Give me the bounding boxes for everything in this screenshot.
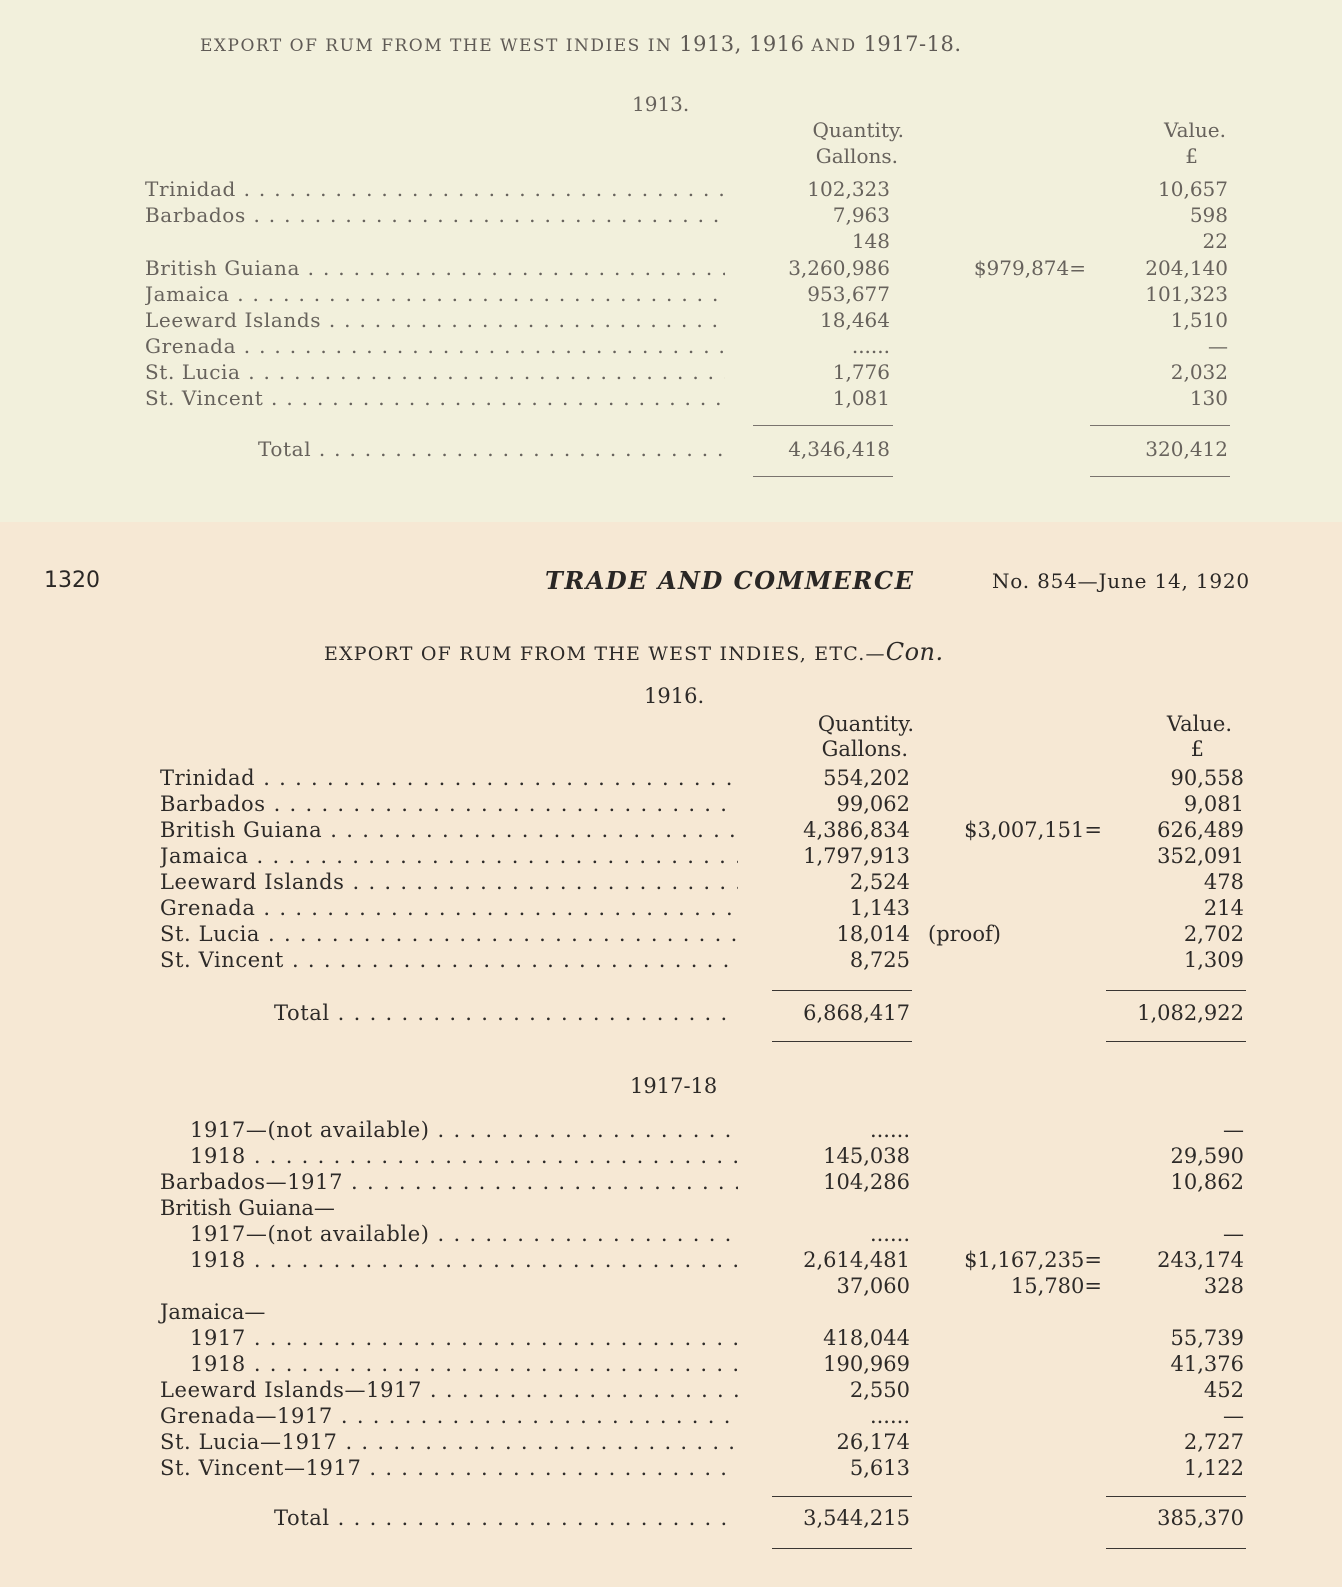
table-row-label: St. Vincent . . . bbox=[145, 386, 725, 410]
cell-quantity: 3,260,986 bbox=[788, 256, 890, 280]
cell-quantity: 1,797,913 bbox=[803, 844, 910, 868]
cell-note: (proof) bbox=[928, 922, 1001, 946]
cell-quantity: 1,776 bbox=[832, 360, 890, 384]
cell-value: 41,376 bbox=[1170, 1352, 1244, 1376]
cell-value: 1,309 bbox=[1183, 948, 1244, 972]
cell-quantity: ...... bbox=[869, 1118, 910, 1142]
table-row-label: Jamaica . . . bbox=[145, 282, 725, 306]
cell-value: 10,657 bbox=[1158, 177, 1228, 201]
table-row-label: Leeward Islands . . . bbox=[160, 870, 738, 894]
cell-quantity: ...... bbox=[851, 334, 890, 358]
cell-value: 55,739 bbox=[1170, 1326, 1244, 1350]
cell-quantity: ...... bbox=[869, 1404, 910, 1428]
year-heading-1917-18: 1917-18 bbox=[630, 1074, 718, 1098]
total-quantity: 3,544,215 bbox=[803, 1506, 910, 1530]
column-header-pound-1916: £ bbox=[1190, 737, 1204, 761]
table-row-label: British Guiana . . . bbox=[145, 256, 725, 280]
table-row-label: St. Vincent—1917 . . . bbox=[160, 1456, 738, 1480]
table-row-label: 1918 . . . bbox=[190, 1352, 738, 1376]
cell-quantity: 99,062 bbox=[836, 792, 910, 816]
cell-dollar-equivalent: $1,167,235= bbox=[964, 1248, 1102, 1272]
table-row-label: 1918 . . . bbox=[190, 1144, 738, 1168]
rule-total-quantity bbox=[753, 476, 893, 477]
cell-value: 101,323 bbox=[1145, 282, 1228, 306]
table-row-label: Leeward Islands—1917 . . . bbox=[160, 1378, 738, 1402]
rule-subtotal-quantity bbox=[772, 1496, 912, 1497]
cell-value: 1,122 bbox=[1183, 1456, 1244, 1480]
cell-value: — bbox=[1208, 334, 1228, 358]
rule-subtotal-value bbox=[1106, 1496, 1246, 1497]
cell-value: 352,091 bbox=[1157, 844, 1244, 868]
group-heading: British Guiana— bbox=[160, 1196, 335, 1220]
cell-value: 10,862 bbox=[1170, 1170, 1244, 1194]
cell-quantity: 7,963 bbox=[832, 203, 890, 227]
cell-quantity: 1,143 bbox=[849, 896, 910, 920]
column-header-gallons: Gallons. bbox=[815, 144, 898, 168]
total-value: 1,082,922 bbox=[1137, 1001, 1244, 1025]
title-and: AND bbox=[811, 36, 857, 56]
cell-value: 452 bbox=[1203, 1378, 1244, 1402]
rule-total-value bbox=[1090, 476, 1230, 477]
cell-value: 243,174 bbox=[1157, 1248, 1244, 1272]
cell-quantity: 1,081 bbox=[832, 386, 890, 410]
table-row-label: Grenada . . . bbox=[145, 334, 725, 358]
total-value: 385,370 bbox=[1157, 1506, 1244, 1530]
cell-value: 204,140 bbox=[1145, 256, 1228, 280]
cell-value: 130 bbox=[1189, 386, 1228, 410]
table-row-label: 1917 . . . bbox=[190, 1326, 738, 1350]
table-row-label: Barbados . . . bbox=[160, 792, 738, 816]
title-years: 1913, 1916 bbox=[679, 32, 805, 56]
table-title-continued bbox=[324, 638, 944, 666]
cell-quantity: 4,386,834 bbox=[803, 818, 910, 842]
total-label: Total . . . bbox=[258, 437, 725, 461]
total-value: 320,412 bbox=[1145, 437, 1228, 461]
table-row-label: 1917—(not available) . . . bbox=[190, 1222, 738, 1246]
table-row-label: Trinidad . . . bbox=[160, 766, 738, 790]
cell-value: 2,727 bbox=[1183, 1430, 1244, 1454]
total-label: Total . . . bbox=[274, 1506, 738, 1530]
total-quantity: 4,346,418 bbox=[788, 437, 890, 461]
title-continued-text: EXPORT OF RUM FROM THE WEST INDIES, ETC.— bbox=[324, 643, 886, 665]
table-row-label: Grenada—1917 . . . bbox=[160, 1404, 738, 1428]
total-label: Total . . . bbox=[274, 1001, 738, 1025]
year-heading-1913: 1913. bbox=[632, 92, 690, 116]
rule-subtotal-value bbox=[1090, 425, 1230, 426]
total-quantity: 6,868,417 bbox=[803, 1001, 910, 1025]
column-header-value-1916: Value. bbox=[1166, 712, 1232, 736]
rule-total-value bbox=[1106, 1548, 1246, 1549]
cell-value: 598 bbox=[1189, 203, 1228, 227]
rule-total-quantity bbox=[772, 1041, 912, 1042]
group-heading: Jamaica— bbox=[160, 1300, 266, 1324]
cell-value: 478 bbox=[1203, 870, 1244, 894]
page-number: 1320 bbox=[44, 568, 100, 593]
cell-quantity: ...... bbox=[869, 1222, 910, 1246]
cell-quantity: 2,614,481 bbox=[803, 1248, 910, 1272]
cell-quantity: 190,969 bbox=[823, 1352, 910, 1376]
cell-quantity: 102,323 bbox=[807, 177, 890, 201]
cell-quantity: 418,044 bbox=[823, 1326, 910, 1350]
cell-value: 214 bbox=[1203, 896, 1244, 920]
cell-value: — bbox=[1223, 1118, 1244, 1142]
cell-quantity: 2,524 bbox=[849, 870, 910, 894]
cell-value: 22 bbox=[1202, 229, 1228, 253]
table-row-label: Jamaica . . . bbox=[160, 844, 738, 868]
column-header-quantity: Quantity. bbox=[812, 118, 904, 142]
cell-quantity: 145,038 bbox=[823, 1144, 910, 1168]
cell-value: — bbox=[1223, 1404, 1244, 1428]
cell-dollar-equivalent: 15,780= bbox=[1010, 1274, 1102, 1298]
cell-value: 328 bbox=[1203, 1274, 1244, 1298]
cell-value: 90,558 bbox=[1170, 766, 1244, 790]
table-row-label: Grenada . . . bbox=[160, 896, 738, 920]
cell-value: 9,081 bbox=[1183, 792, 1244, 816]
cell-quantity: 104,286 bbox=[823, 1170, 910, 1194]
title-con: Con. bbox=[885, 638, 944, 666]
rule-subtotal-quantity bbox=[753, 425, 893, 426]
table-row-label: Trinidad . . . bbox=[145, 177, 725, 201]
issue-date: No. 854—June 14, 1920 bbox=[992, 569, 1250, 593]
cell-quantity: 2,550 bbox=[849, 1378, 910, 1402]
table-row-label: 1918 . . . bbox=[190, 1248, 738, 1272]
cell-value: 2,032 bbox=[1170, 360, 1228, 384]
cell-note: $3,007,151= bbox=[964, 818, 1102, 842]
table-row-label: St. Vincent . . . bbox=[160, 948, 738, 972]
cell-value: 2,702 bbox=[1183, 922, 1244, 946]
cell-value: 626,489 bbox=[1157, 818, 1244, 842]
title-prefix: EXPORT OF RUM FROM THE WEST INDIES IN bbox=[200, 36, 673, 56]
table-row-label: St. Lucia—1917 . . . bbox=[160, 1430, 738, 1454]
column-header-value: Value. bbox=[1163, 118, 1226, 142]
cell-value: 1,510 bbox=[1170, 308, 1228, 332]
table-row-label: St. Lucia . . . bbox=[160, 922, 738, 946]
title-last: 1917-18. bbox=[863, 32, 962, 56]
table-row-label: Leeward Islands . . . bbox=[145, 308, 725, 332]
table-row-label: St. Lucia . . . bbox=[145, 360, 725, 384]
year-heading-1916: 1916. bbox=[644, 684, 705, 708]
cell-value: — bbox=[1223, 1222, 1244, 1246]
cell-value: 29,590 bbox=[1170, 1144, 1244, 1168]
column-header-quantity-1916: Quantity. bbox=[817, 712, 914, 736]
running-title: TRADE AND COMMERCE bbox=[545, 566, 915, 595]
cell-quantity: 37,060 bbox=[836, 1274, 910, 1298]
cell-quantity: 953,677 bbox=[807, 282, 890, 306]
table-row-label: British Guiana . . . bbox=[160, 818, 738, 842]
cell-quantity: 8,725 bbox=[849, 948, 910, 972]
rule-subtotal-value bbox=[1106, 990, 1246, 991]
rule-subtotal-quantity bbox=[772, 990, 912, 991]
cell-quantity: 18,464 bbox=[820, 308, 890, 332]
cell-dollar-equivalent: $979,874= bbox=[973, 256, 1086, 280]
table-row-label: Barbados—1917 . . . bbox=[160, 1170, 738, 1194]
cell-quantity: 554,202 bbox=[823, 766, 910, 790]
column-header-gallons-1916: Gallons. bbox=[821, 737, 908, 761]
table-row-label: 1917—(not available) . . . bbox=[190, 1118, 738, 1142]
cell-quantity: 26,174 bbox=[836, 1430, 910, 1454]
cell-quantity: 18,014 bbox=[836, 922, 910, 946]
cell-quantity: 148 bbox=[851, 229, 890, 253]
cell-quantity: 5,613 bbox=[849, 1456, 910, 1480]
table-title-top bbox=[200, 32, 962, 56]
table-row-label: Barbados . . . bbox=[145, 203, 725, 227]
column-header-pound: £ bbox=[1185, 144, 1198, 168]
rule-total-value bbox=[1106, 1041, 1246, 1042]
rule-total-quantity bbox=[772, 1548, 912, 1549]
